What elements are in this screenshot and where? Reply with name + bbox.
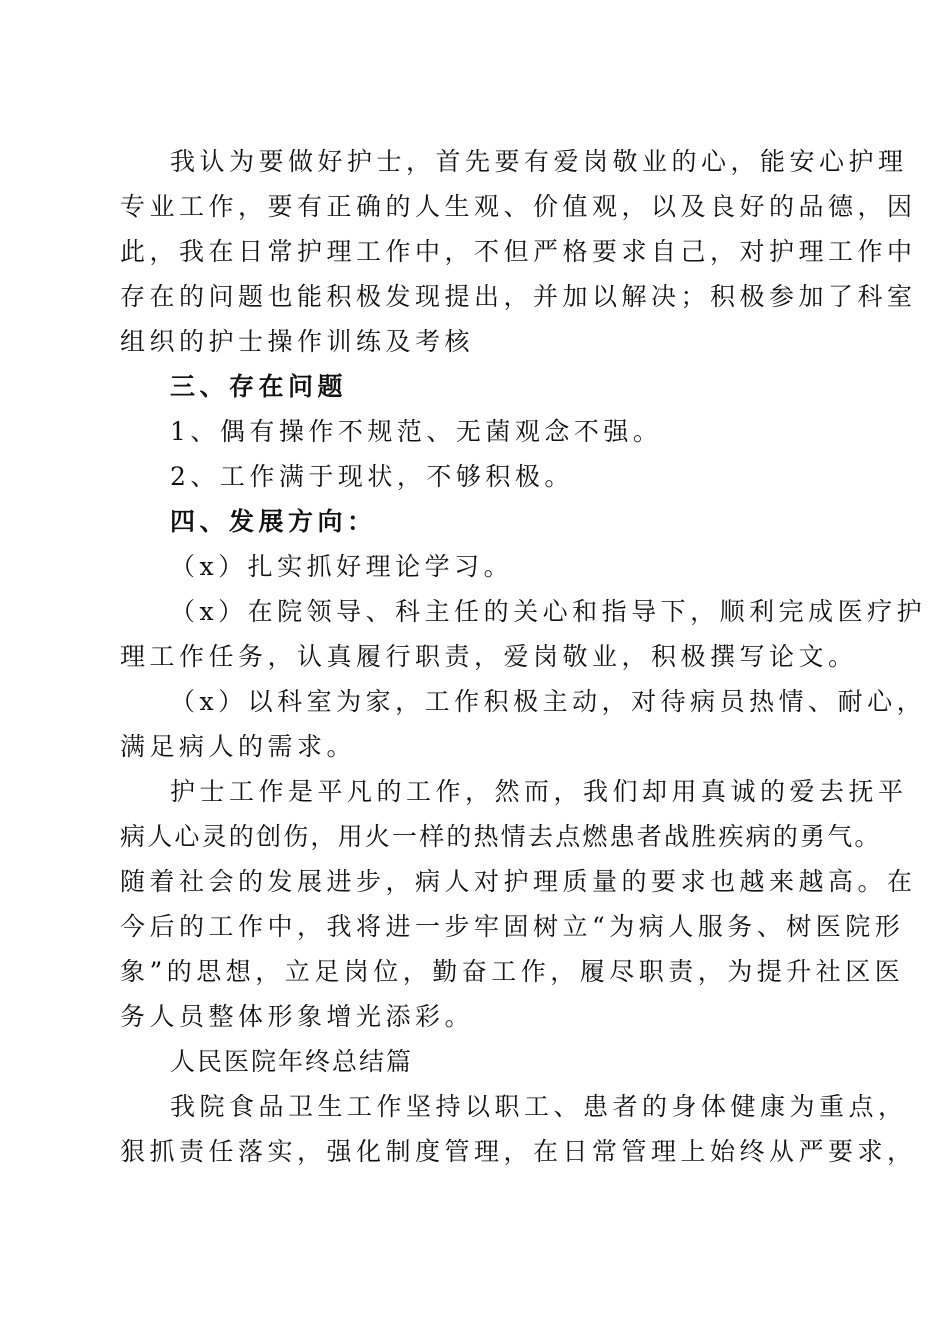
paragraph-line: 我院食品卫生工作坚持以职工、患者的身体健康为重点， bbox=[170, 1092, 908, 1121]
paragraph-line: 此，我在日常护理工作中，不但严格要求自己，对护理工作中 bbox=[120, 237, 917, 266]
paragraph-line: 狠抓责任落实，强化制度管理，在日常管理上始终从严要求， bbox=[120, 1137, 917, 1166]
paragraph-line: 存在的问题也能积极发现提出，并加以解决；积极参加了科室 bbox=[120, 282, 917, 311]
paragraph-line: 象”的思想，立足岗位，勤奋工作，履尽职责，为提升社区医 bbox=[120, 957, 905, 986]
list-item: （x）在院领导、科主任的关心和指导下，顺利完成医疗护 bbox=[170, 597, 927, 626]
paragraph-line: 病人心灵的创伤，用火一样的热情去点燃患者战胜疾病的勇气。 bbox=[120, 822, 882, 851]
paragraph-line: 我认为要做好护士，首先要有爱岗敬业的心，能安心护理 bbox=[170, 147, 908, 176]
paragraph-line: 专业工作，要有正确的人生观、价值观，以及良好的品德，因 bbox=[120, 192, 917, 221]
list-item: （x）扎实抓好理论学习。 bbox=[170, 552, 514, 581]
list-item: 2、工作满于现状，不够积极。 bbox=[170, 462, 574, 491]
section-heading: 四、发展方向： bbox=[170, 507, 377, 536]
paragraph-line: 满足病人的需求。 bbox=[120, 732, 357, 761]
list-item: 1、偶有操作不规范、无菌观念不强。 bbox=[170, 417, 663, 446]
paragraph-line: 理工作任务，认真履行职责，爱岗敬业，积极撰写论文。 bbox=[120, 642, 858, 671]
list-item: （x）以科室为家，工作积极主动，对待病员热情、耐心， bbox=[170, 687, 927, 716]
section-heading: 三、存在问题 bbox=[170, 372, 348, 401]
paragraph-line: 今后的工作中，我将进一步牢固树立“为病人服务、树医院形 bbox=[120, 912, 905, 941]
paragraph-line: 务人员整体形象增光添彩。 bbox=[120, 1002, 475, 1031]
paragraph-line: 随着社会的发展进步，病人对护理质量的要求也越来越高。在 bbox=[120, 867, 917, 896]
paragraph-line: 护士工作是平凡的工作，然而，我们却用真诚的爱去抚平 bbox=[170, 777, 908, 806]
paragraph-line: 组织的护士操作训练及考核 bbox=[120, 327, 475, 356]
article-title: 人民医院年终总结篇 bbox=[170, 1047, 414, 1076]
